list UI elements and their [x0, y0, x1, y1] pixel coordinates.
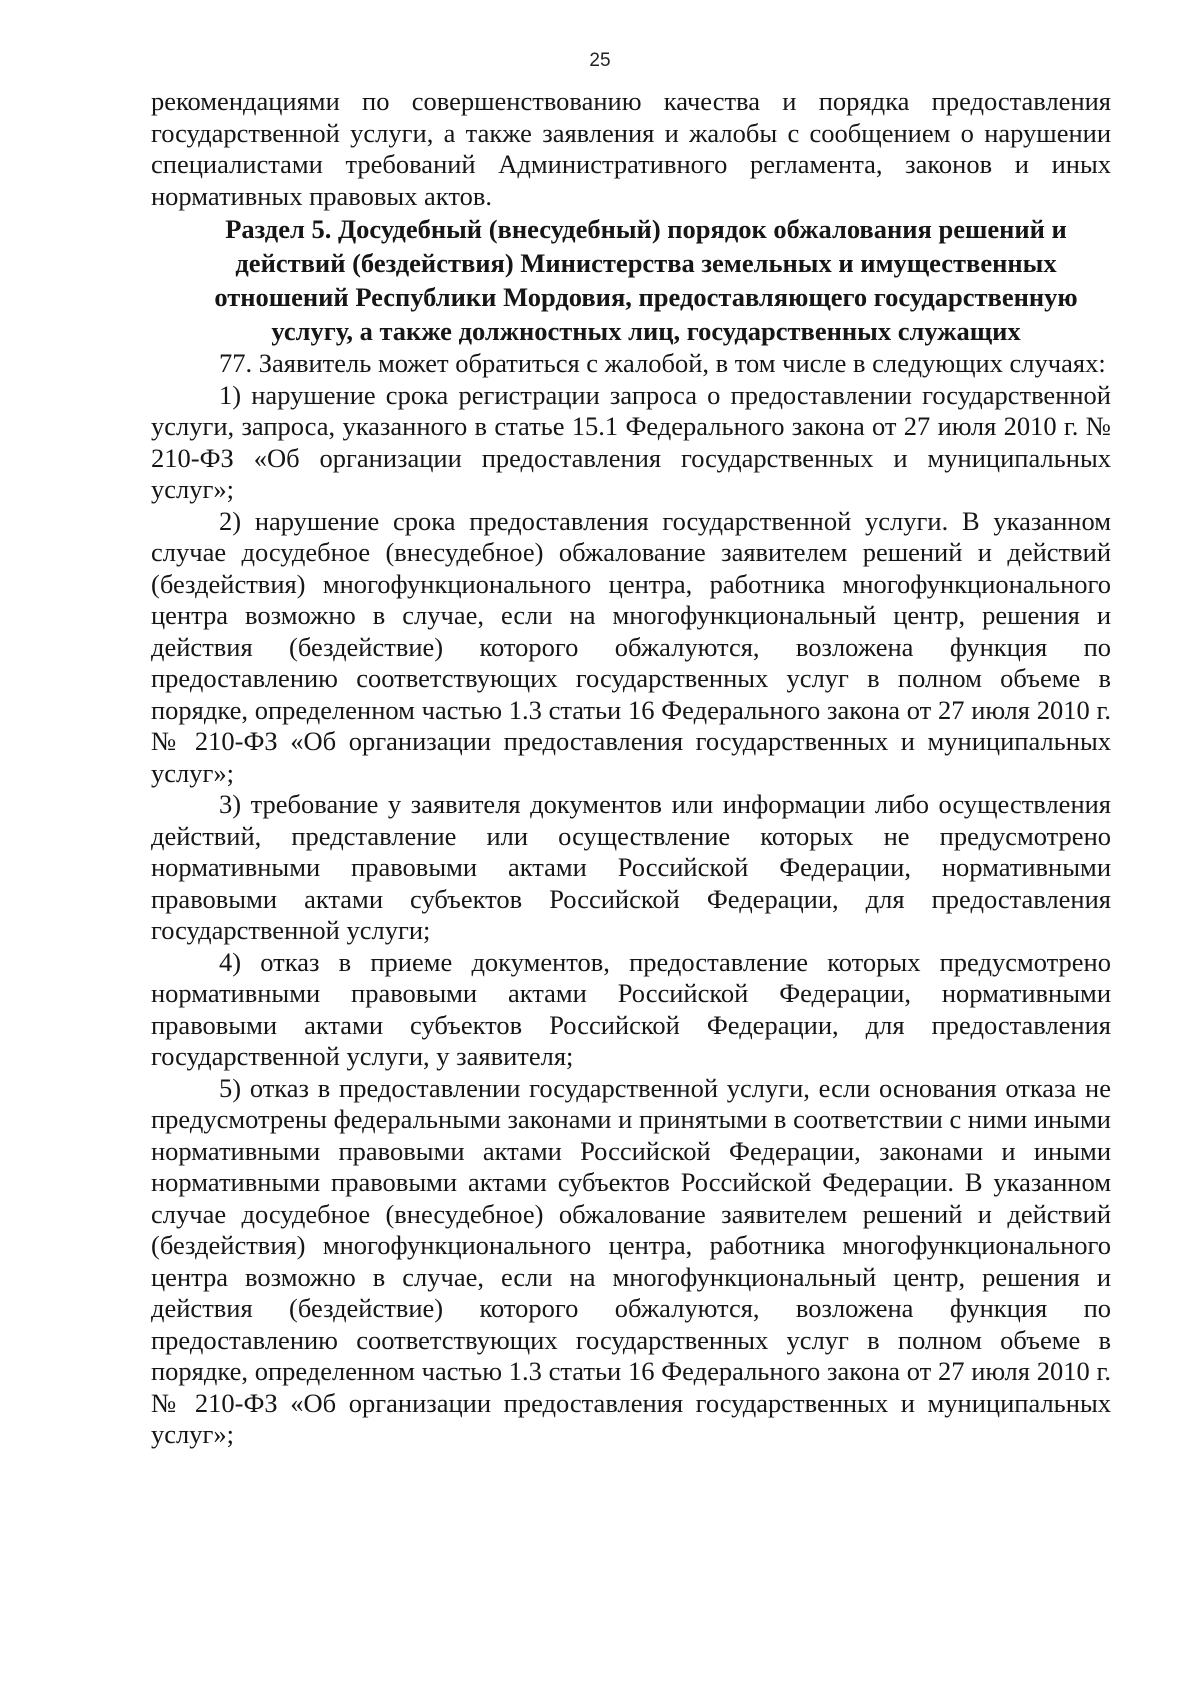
- list-item-4: 4) отказ в приеме документов, предоставление которых предусмотрено нормативными правовыми актами Российской Федерации, нормативными правовыми актами субъектов Российской Федерации, для предоставления государственной услуги, у заявителя;: [151, 946, 1111, 1071]
- list-item-1: 1) нарушение срока регистрации запроса о предоставлении государственной услуги, запроса, указанного в статье 15.1 Федерального закона от 27 июля 2010 г. № 210-ФЗ «Об организации предоставления государственных и муниципальных услуг»;: [151, 379, 1111, 504]
- section-title: Раздел 5. Досудебный (внесудебный) порядок обжалования решений и действий (бездействия) Министерства земельных и имущественных отношений Республики Мордовия, предоставляющего государственную услугу, а также должностных лиц, государственных служащих: [214, 214, 1078, 346]
- list-item-5: 5) отказ в предоставлении государственной услуги, если основания отказа не предусмотрены федеральными законами и принятыми в соответствии с ними иными нормативными правовыми актами Российской Федерации, законами и иными нормативными правовыми актами субъектов Российской Федерации. В указанном случае досудебное (внесудебное) обжалование заявителем решений и действий (бездействия) многофункционального центра, работника многофункционального центра возможно в случае, если на многофункциональный центр, решения и действия (бездействие) которого обжалуются, возложена функция по предоставлению соответствующих государственных услуг в полном объеме в порядке, определенном частью 1.3 статьи 16 Федерального закона от 27 июля 2010 г. № 210-ФЗ «Об организации предоставления государственных и муниципальных услуг»;: [151, 1072, 1111, 1449]
- list-item-2: 2) нарушение срока предоставления государственной услуги. В указанном случае досудебное (внесудебное) обжалование заявителем решений и действий (бездействия) многофункционального центра, работника многофункционального центра возможно в случае, если на многофункциональный центр, решения и действия (бездействие) которого обжалуются, возложена функция по предоставлению соответствующих государственных услуг в полном объеме в порядке, определенном частью 1.3 статьи 16 Федерального закона от 27 июля 2010 г. № 210-ФЗ «Об организации предоставления государственных и муниципальных услуг»;: [151, 505, 1111, 788]
- list-item-3: 3) требование у заявителя документов или информации либо осуществления действий, представление или осуществление которых не предусмотрено нормативными правовыми актами Российской Федерации, нормативными правовыми актами субъектов Российской Федерации, для предоставления государственной услуги;: [151, 789, 1111, 945]
- paragraph-77: 77. Заявитель может обратиться с жалобой, в том числе в следующих случаях:: [219, 348, 1106, 378]
- document-body: [151, 86, 1111, 1451]
- page-number: 25: [589, 50, 611, 71]
- intro-paragraph: рекомендациями по совершенствованию качества и порядка предоставления государственной услуги, а также заявления и жалобы с сообщением о нарушении специалистами требований Административного регламента, законов и иных нормативных правовых актов.: [151, 86, 1111, 211]
